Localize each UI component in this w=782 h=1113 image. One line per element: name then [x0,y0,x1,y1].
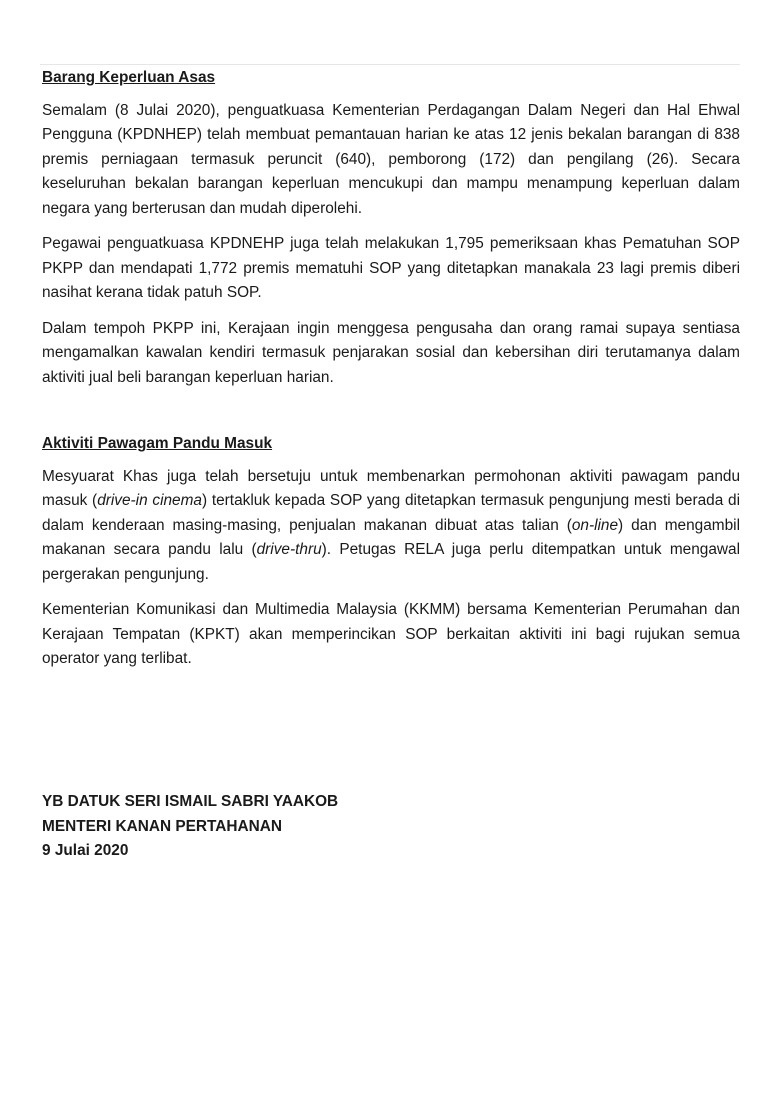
paragraph [42,317,740,391]
italic-term: on-line [571,516,619,534]
signatory-title: MENTERI KANAN PERTAHANAN [42,817,282,835]
section-barang-keperluan-asas [42,66,740,390]
paragraph-text: Mesyuarat Khas juga telah bersetuju untuk membenarkan permohonan aktiviti pawagam pandu masuk ( [42,467,740,509]
paragraph-text: Pegawai penguatkuasa KPDNEHP juga telah melakukan 1,795 pemeriksaan khas Pematuhan SOP PKPP dan mendapati 1,772 premis mematuhi SOP yang ditetapkan manakala 23 lagi premis diberi nasihat kerana tidak patuh SOP. [42,235,740,301]
italic-term: drive-thru [256,541,322,558]
section-heading: Aktiviti Pawagam Pandu Masuk [42,435,273,452]
paragraph [42,99,740,222]
paragraph [42,465,740,588]
paragraph-text: ) tertakluk kepada SOP yang ditetapkan termasuk pengunjung mesti berada di dalam kenderaan masing-masing, penjualan makanan dibuat atas talian ( [42,492,740,534]
paragraph-text: ) dan mengambil makanan secara pandu lalu ( [42,516,740,558]
paragraph-text: Dalam tempoh PKPP ini, Kerajaan ingin menggesa pengusaha dan orang ramai supaya sentiasa mengamalkan kawalan kendiri termasuk penjarakan sosial dan kebersihan diri terutamanya dalam aktiviti jual beli barangan keperluan harian. [42,319,740,386]
header-divider [40,64,740,65]
paragraph [42,598,740,672]
document-body [42,66,740,672]
section-aktiviti-pawagam [42,432,740,672]
signature-block [42,790,338,864]
signatory-name: YB DATUK SERI ISMAIL SABRI YAAKOB [42,793,339,810]
italic-term: drive-in cinema [97,492,202,509]
paragraph-text: Semalam (8 Julai 2020), penguatkuasa Kementerian Perdagangan Dalam Negeri dan Hal Ehwal Pengguna (KPDNHEP) telah membuat pemantauan harian ke atas 12 jenis bekalan barangan di 838 premis perniagaan termasuk peruncit (640), pemborong (172) dan pengilang (26). Secara keseluruhan bekalan barangan keperluan mencukupi dan mampu menampung keperluan dalam negara yang berterusan dan mudah diperolehi. [42,101,740,217]
paragraph-text: ). Petugas RELA juga perlu ditempatkan untuk mengawal pergerakan pengunjung. [42,541,740,583]
signature-date: 9 Julai 2020 [42,842,129,859]
paragraph-text: Kementerian Komunikasi dan Multimedia Malaysia (KKMM) bersama Kementerian Perumahan dan Kerajaan Tempatan (KPKT) akan memperincikan SOP berkaitan aktiviti ini bagi rujukan semua operator yang terlibat. [42,601,740,667]
section-heading: Barang Keperluan Asas [42,69,216,86]
paragraph [42,232,740,306]
